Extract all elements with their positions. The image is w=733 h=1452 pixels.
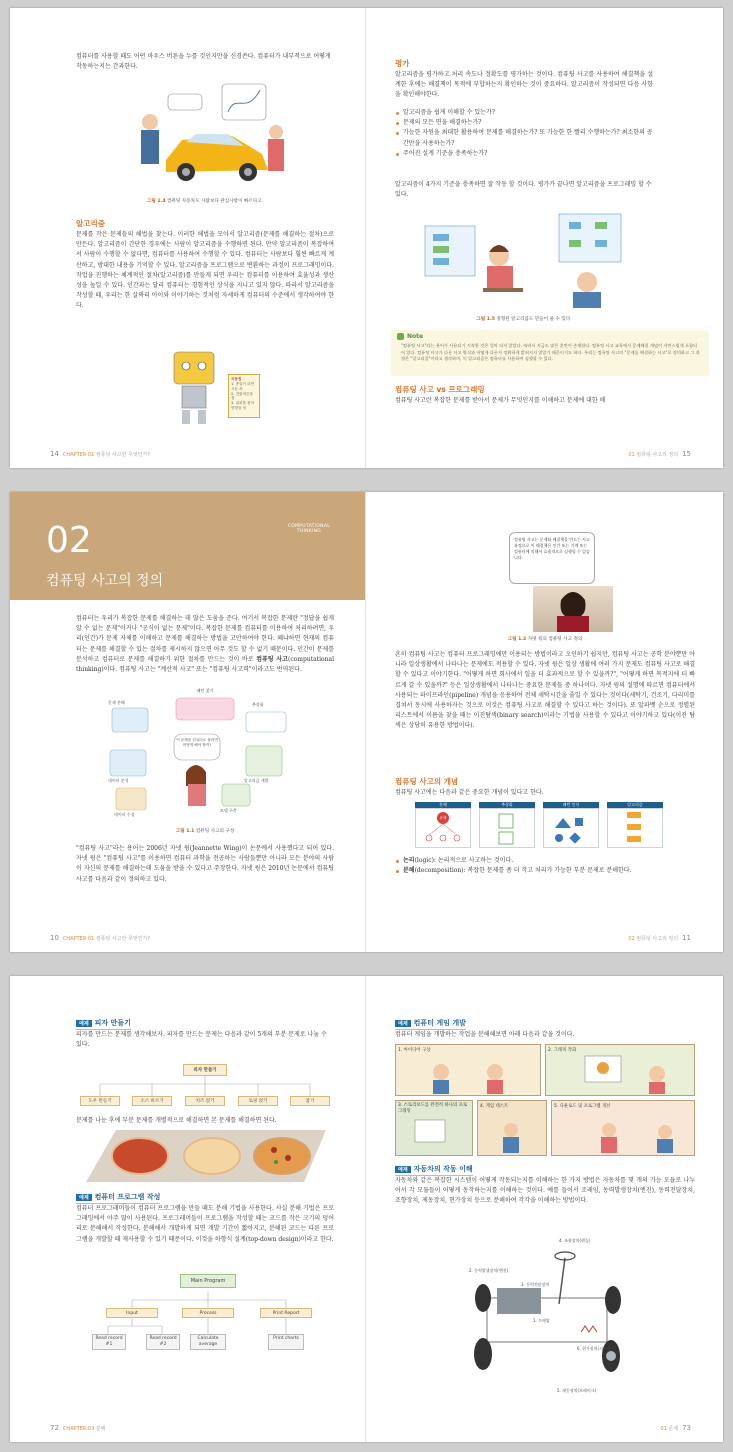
robot-illustration [160,348,230,428]
spread-1 [10,8,723,468]
bullet-item: 문제의 모든 면을 해결하는가? [395,118,653,128]
chapter-title: 컴퓨팅 사고의 정의 [46,573,164,589]
concept-abstraction: 추상화 [479,802,535,808]
figure-caption: 그림 1.2 자넷 윙의 컴퓨팅 사고 정의 [507,637,583,642]
label-engine: 2. 동력발생장치(엔진) [469,1268,509,1273]
figure-caption: 그림 1.1 컴퓨팅 사고의 구성 [175,829,235,834]
label-transmission: 3. 동력전달장치 [521,1282,550,1287]
label-steering: 4. 조향장치(핸들) [559,1238,591,1243]
label-brake: 5. 제동장치(브레이크) [557,1388,597,1393]
concept-icons [415,808,665,848]
page-73 [367,976,723,1442]
concept-decomposition: 분해 [415,802,471,808]
label-algorithm: 알고리즘 개발 [244,778,269,783]
comic-panel: 1. 아이디어 구상 [395,1044,541,1096]
chapter-english: COMPUTATIONAL THINKING [287,524,330,534]
car-illustration [136,82,286,190]
comic-panel: 5. 다운로드 및 프로그램 개선 [551,1100,695,1156]
program-node: Print Report [260,1308,312,1318]
bullet-item: 알고리즘을 쉽게 이해할 수 있는가? [395,108,653,118]
page-footer-left: 72 CHAPTER 03 분해 [50,1424,106,1432]
example-heading-pizza: 예제 피자 만들기 [76,1018,131,1030]
section-heading-vs: 컴퓨팅 사고 vs 프로그래밍 [395,385,485,394]
page-footer-right: 01 컴퓨팅 사고의 정의 15 [628,450,691,458]
program-leaf: Read record #1 [92,1334,126,1350]
evaluation-body-2: 알고리즘이 4가지 기준을 충족하면 잘 작동 할 것이다. 평가가 끝나면 알고리즘을 프로그래밍 할 수 있다. [395,181,652,199]
evaluation-body: 알고리즘을 평가하고 처리 속도나 정확도를 평가하는 것이다. 컴퓨팅 사고를 사용하여 해결책을 설계한 후에는 해결책이 목적에 부합하는지 확인하는 것이 중요하다. 알고리즘이 작성되면 다음 사항을 확인해야한다. [395,71,653,99]
bullet-item: 논리(logic): 논리적으로 사고하는 것이다. [395,856,695,866]
wing-body: "컴퓨팅 사고"라는 용어는 2006년 자넷 윙(Jeannette Wing)이 논문에서 사용했다고 되어 있다. 자넷 윙은 "컴퓨팅 사고"를 이용하면 컴퓨터 과학을 전공하는 사람들뿐만 아니라 모든 분야의 사람이 자신의 문제를 해결하는데 도움을 받을 수 있다고 주장한다. 자넷 윙은 2010년 논문에서 컴퓨팅 사고를 다음과 같이 정의하고 있다. [76,845,334,883]
speech-bubble: 이 문제를 컴퓨터로 풀려면 어떻게 해야 할까? [176,738,218,747]
page-footer-left: 10 CHAPTER 01 컴퓨팅 사고란 무엇인가? [50,934,150,942]
game-intro: 컴퓨터 게임을 개발하는 작업을 분해해보면 아래 다음과 같을 것이다. [395,1031,575,1038]
note-body: "컴퓨팅 사고"라는 용어가 사용되기 시작한 것은 얼마 되지 않았다. 따라서 지금도 많은 혼란이 존재한다. 컴퓨팅 사고 교육에서 문제해결 개념이 자연스럽게 포함되어 있다. 컴퓨팅 사고가 다른 사고 방식과 어떻게 다른지 정확하게 밝혀지지 않았기 때문이기도 하다. 우리는 컴퓨팅 사고의 "문제를 해결하는 사고"로 정의하고 그 과정은 "알고리즘"이라고 생각하며, 이 알고리즘은 컴퓨터를 사용하여 실행할 수 있다. [401,343,700,361]
label-suspension: 6. 현가장치(서스펜션) [577,1346,617,1351]
page-footer-right: 02 컴퓨팅 사고의 정의 11 [628,934,691,942]
program-node: Process [182,1308,234,1318]
example-heading-game: 예제 컴퓨터 게임 개발 [395,1018,466,1030]
chapter-band [10,492,366,600]
note-icon [397,333,404,340]
concepts-bullets [395,856,695,876]
program-leaf: Print charts [268,1334,304,1350]
section-heading-concepts: 컴퓨팅 사고의 개념 [395,777,459,786]
concepts-intro: 컴퓨팅 사고에는 다음과 같은 중요한 개념이 있다고 한다. [395,789,544,796]
page-72 [10,976,366,1442]
label-model: 모델 구축 [220,808,237,813]
comic-panel: 4. 게임 테스트 [477,1100,547,1156]
program-node: Input [106,1308,158,1318]
figure-caption: 그림 1.4 컴퓨팅 자동차도 사람보다 관심사항이 빠르다고. [146,199,264,204]
components-labels [92,688,322,824]
everyday-body: 흔히 컴퓨팅 사고는 컴퓨터 프로그래밍에만 이용되는 방법이라고 오인하기 쉽지만, 컴퓨팅 사고는 공학 분야뿐만 아니라 일상생활에서 나타나는 문제에도 적용할 수 있다. 자넷 윙은 일상 생활에 여러 가지 문제도 컴퓨팅 사고로 해결할 수 있다고 이야기한다. "어떻게 하면 회사에서 일을 더 효과적으로 할 수 있을까?", "어떻게 하면 목적지에 더 빠르게 갈 수 있을까?" 등은 일상생활에서 나타나는 중요한 문제들 중 하나이다. 자넷 윙의 설명에 따르면 컴퓨터에서 사용되는 파이프라인(pipeline) 개념을 응용하여 전체 세탁시간을 줄일 수 있다는 것이다(세탁기, 건조기, 다리미를 겹쳐서 동시에 사용하자는 것으로 이것은 컴퓨팅 사고로 해결할 수 있다고 하는 것이다). 또 알파벳 순으로 정렬된 리스트에서 이름을 찾을 때는 이진탐색(binary search)이라는 기법을 사용할 수 있다고 이야기하고 있다(이진 탐색은 상당히 유용한 방법이다). [395,651,695,730]
comic-panel: 3. 스토리보드를 완전히 하나의 프로그래밍 [395,1100,473,1156]
page-15 [367,8,723,468]
portrait-silhouette [533,586,613,632]
label-abstraction: 추상화 [252,702,264,707]
page-10 [10,492,366,952]
intro-text: 컴퓨터를 사용할 때도 어떤 마우스 버튼을 누를 것인지만을 신경쓴다. 컴퓨터가 내부적으로 어떻게 작동하는지는 간과한다. [76,53,331,71]
bullet-item: 주어진 설계 기준을 충족하는가? [395,149,653,159]
label-data-analysis: 데이터 분석 [108,778,129,783]
comic-characters [395,1044,695,1156]
concepts-diagram [415,802,665,852]
car-body: 자동차와 같은 복잡한 시스템이 어떻게 작동되는지를 이해하는 한 가지 방법은 자동차를 몇 개의 가능 모듈로 나누어서 각 모듈들이 어떻게 동작하는지를 이해하는 것이다. 예를 들어서 조레임, 동력발생장치(엔진), 동력전달장치, 조향장치, 제동장치, 현가장치 등으로 분해하여 각각을 이해하는 방법이다. [395,1177,695,1205]
spread-2 [10,492,723,952]
main-program-node: Main Program [180,1274,236,1288]
section-heading-evaluation: 평가 [395,59,410,68]
note-box [391,330,709,376]
concept-algorithm: 알고리즘 [607,802,663,808]
page-footer-right: 01 문제 73 [660,1424,691,1432]
page-11 [367,492,723,952]
page-14 [10,8,366,468]
algorithm-body: 문제를 작은 문제들의 해법을 찾는다. 이러한 해법을 모아서 알고리즘(문제를 해결하는 절차)으로 만든다. 알고리즘이 간단한 경우에는 사람이 알고리즘을 수행하면 된다. 만약 알고리즘이 복잡하여서 사람이 수행할 수 없다면, 컴퓨터를 사용하여 수행할 수 있다. 컴퓨터는 사람보다 훨씬 빠르게 계산하고, 방대한 내용을 기억할 수 있다. 알고리즘을 프로그램으로 변환하는 과정이 프로그래밍이다. 작업을 진행하는 체계적인 절차(알고리즘)를 만들게 되면 우리는 컴퓨터를 이용하여 효율성과 생산성을 높일 수 있다. 인간과는 달리 컴퓨터는 경험적인 상식을 지니고 있지 않다. 따라서 알고리즘을 작성할 때, 우리는 한 살짜리 아이와 이야기하는 것처럼 자세하게 컴퓨터의 수준에서 생각하여야 한다. [76,231,334,310]
jeannette-wing-photo [533,586,613,632]
bullet-item: 가능한 자원을 최대한 활용하여 문제를 해결하는가? 또 가능한 한 빨리 수행하는가? 최소한의 공간만을 사용하는가? [395,128,653,148]
label-decomposition: 문제 분해 [108,700,125,705]
pizza-intro: 피자를 만드는 문제를 생각해보자. 피자를 만드는 문제는 다음과 같이 5개의 부분 문제로 나눌 수 있다. [76,1031,327,1049]
pizza-root-node: 피자 만들기 [183,1064,227,1076]
section-heading-algorithm: 알고리즘 [76,219,105,228]
game-comic [395,1044,695,1156]
quote-bubble: 컴퓨팅 사고는 문제와 해결책을 만드는 사고 과정으로 이 해결책은 인간 또는 기계 또는 컴퓨터에 의해서 효율적으로 실행될 수 있습니다. [509,532,595,584]
pizza-child-node: 굽기 [290,1096,330,1106]
program-leaf: Read record #2 [146,1334,180,1350]
concept-pattern: 패턴 인식 [543,802,599,808]
car-labels [447,1238,647,1398]
evaluation-bullets [395,108,653,159]
page-footer-left: 14 CHAPTER 01 컴퓨팅 사고란 무엇인가? [50,450,150,458]
pizza-mid: 문제를 나눈 후에 부분 문제를 개별적으로 해결하면 본 문제를 해결하면 된다. [76,1117,277,1124]
comic-panel: 2. 그래픽 작화 [545,1044,695,1096]
problem-node: 문제 [437,812,449,824]
program-leaf: Calculate average [190,1334,226,1350]
label-data-collect: 데이터 수집 [114,812,135,817]
vs-body: 컴퓨팅 사고란 복잡한 문제를 받아서 문제가 무엇인지를 이해하고 문제에 대한 해 [395,397,606,404]
programmer-illustration [423,206,623,312]
chapter-number: 02 [46,520,92,561]
program-body: 컴퓨터 프로그래머들이 컴퓨터 프로그램을 만들 때도 분해 기법을 사용한다. 사실 분해 기법은 프로그래밍에서 아주 많이 사용된다. 프로그래머들이 프로그램을 작성할 때는 코드를 작은 크기의 덩어리로 분해해서 작성한다. 분해해서 개발하게 되면 개발 기간이 짧아지고, 분해된 코드는 다른 프로그램을 개발할 때 재사용할 수 있기 때문이다. 이것을 하향식 설계(top-down design)이라고 한다. [76,1205,334,1243]
definition-body: 컴퓨터는 우리가 복잡한 문제를 해결하는 데 많은 도움을 준다. 여기서 복잡한 문제란 "정답을 쉽게 알 수 없는 문제"이거나 "공식이 없는 문제"이다. 복잡한 문제를 컴퓨터를 이용하여 처리하려면, 우리(인간)가 문제 자체를 이해하고 문제를 해결하는 방법을 고안하여야 한다. 왜냐하면 현재의 컴퓨터는 문제를 해결할 수 있는 절차를 제시하지 않으면 아무 것도 할 수 없기 때문이다. 인간이 문제를 분석하고 컴퓨터로 문제를 해결하기 위한 절차를 만드는 것이 바로 컴퓨팅 사고(computational thinking)이다. 컴퓨팅 사고는 "계산적 사고" 또는 "컴퓨팅 사고력"이라고도 번역된다. [76,615,334,673]
example-heading-car: 예제 자동차의 작동 이해 [395,1164,473,1176]
pizza-child-node: 도우 만들기 [80,1096,120,1106]
spread-3 [10,976,723,1442]
note-title: Note [397,333,423,340]
bullet-item: 분해(decomposition): 복잡한 문제를 좀 더 작고 처리가 가능한 부분 문제로 분해한다. [395,866,695,876]
example-heading-program: 예제 컴퓨터 프로그램 작성 [76,1192,160,1204]
pizza-illustration [76,1128,334,1184]
pizza-child-node: 치즈 얹기 [185,1096,225,1106]
robot-manual-card: 작동법 1. 종류이 되면 시동 켜 2. 전원버튼을 켬 3. 위치를 찾아 방향을 정 [228,374,260,418]
figure-caption: 그림 1.5 정형된 알고리즘도 만들어 줄 수 있다. [476,317,572,322]
label-pattern: 패턴 찾기 [196,688,214,693]
label-frame: 1. 프레임 [533,1318,550,1323]
pizza-child-node: 소스 바르기 [132,1096,172,1106]
pizza-child-node: 토핑 얹기 [238,1096,278,1106]
